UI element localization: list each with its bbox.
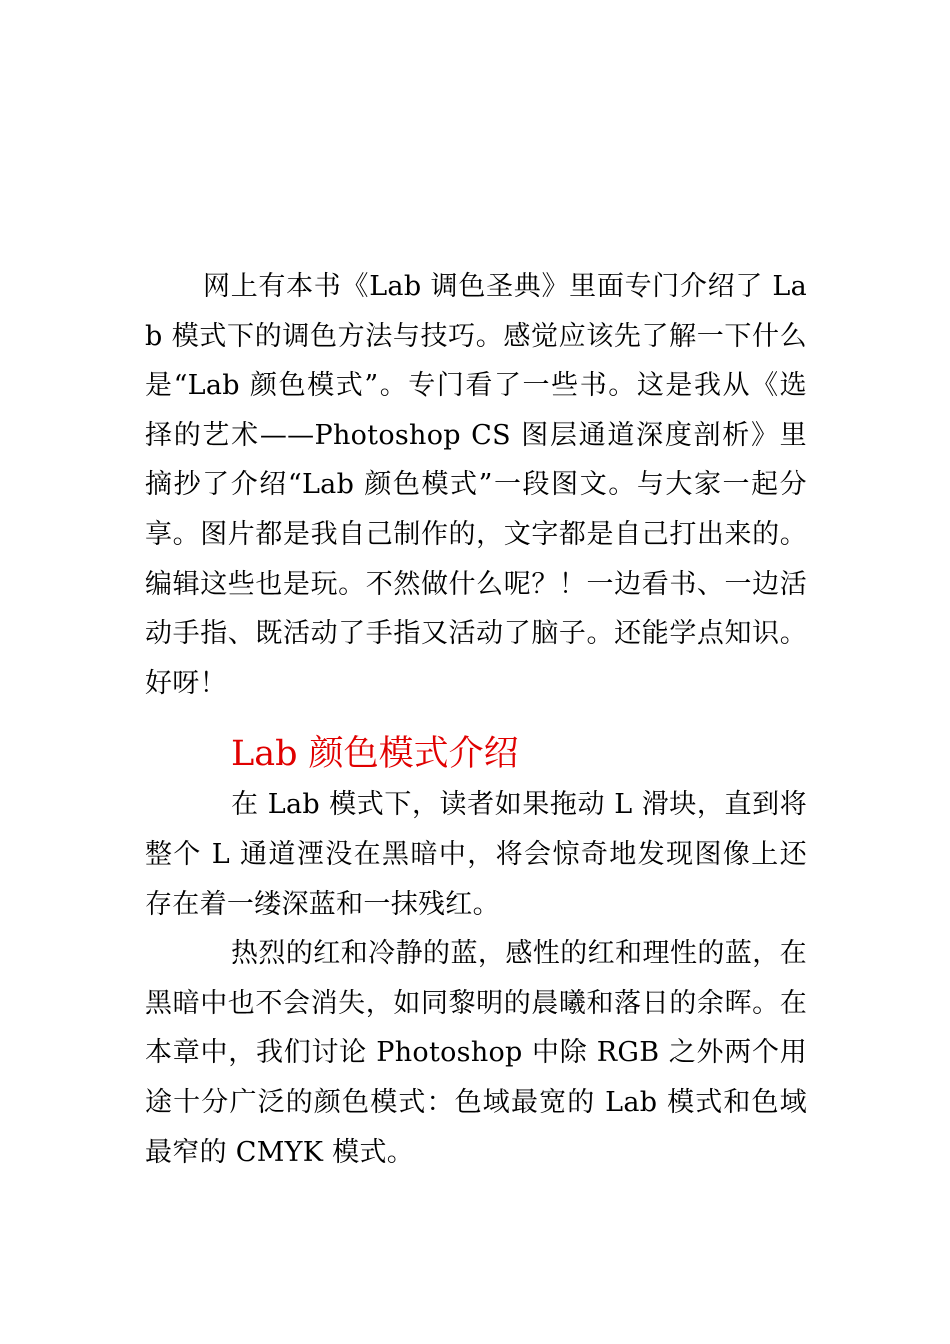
section-paragraph-2: 热烈的红和冷静的蓝，感性的红和理性的蓝，在黑暗中也不会消失，如同黎明的晨曦和落日的余晖。在本章中，我们讨论 Photoshop 中除 RGB 之外两个用途十分广泛的颜色模式：色域最宽的 Lab 模式和色域最窄的 CMYK 模式。 [145, 938, 807, 1168]
page-content [145, 262, 807, 1177]
section-body [145, 780, 807, 1177]
intro-paragraph: 网上有本书《Lab 调色圣典》里面专门介绍了 Lab 模式下的调色方法与技巧。感觉应该先了解一下什么是“Lab 颜色模式”。专门看了一些书。这是我从《选择的艺术——Photoshop CS 图层通道深度剖析》里摘抄了介绍“Lab 颜色模式”一段图文。与大家一起分享。图片都是我自己制作的，文字都是自己打出来的。编辑这些也是玩。不然做什么呢？！一边看书、一边活动手指、既活动了手指又活动了脑子。还能学点知识。好呀！ [145, 271, 807, 699]
section-paragraph-1: 在 Lab 模式下，读者如果拖动 L 滑块，直到将整个 L 通道湮没在黑暗中，将会惊奇地发现图像上还存在着一缕深蓝和一抹残红。 [145, 789, 807, 920]
section-heading: Lab 颜色模式介绍 [231, 734, 519, 775]
